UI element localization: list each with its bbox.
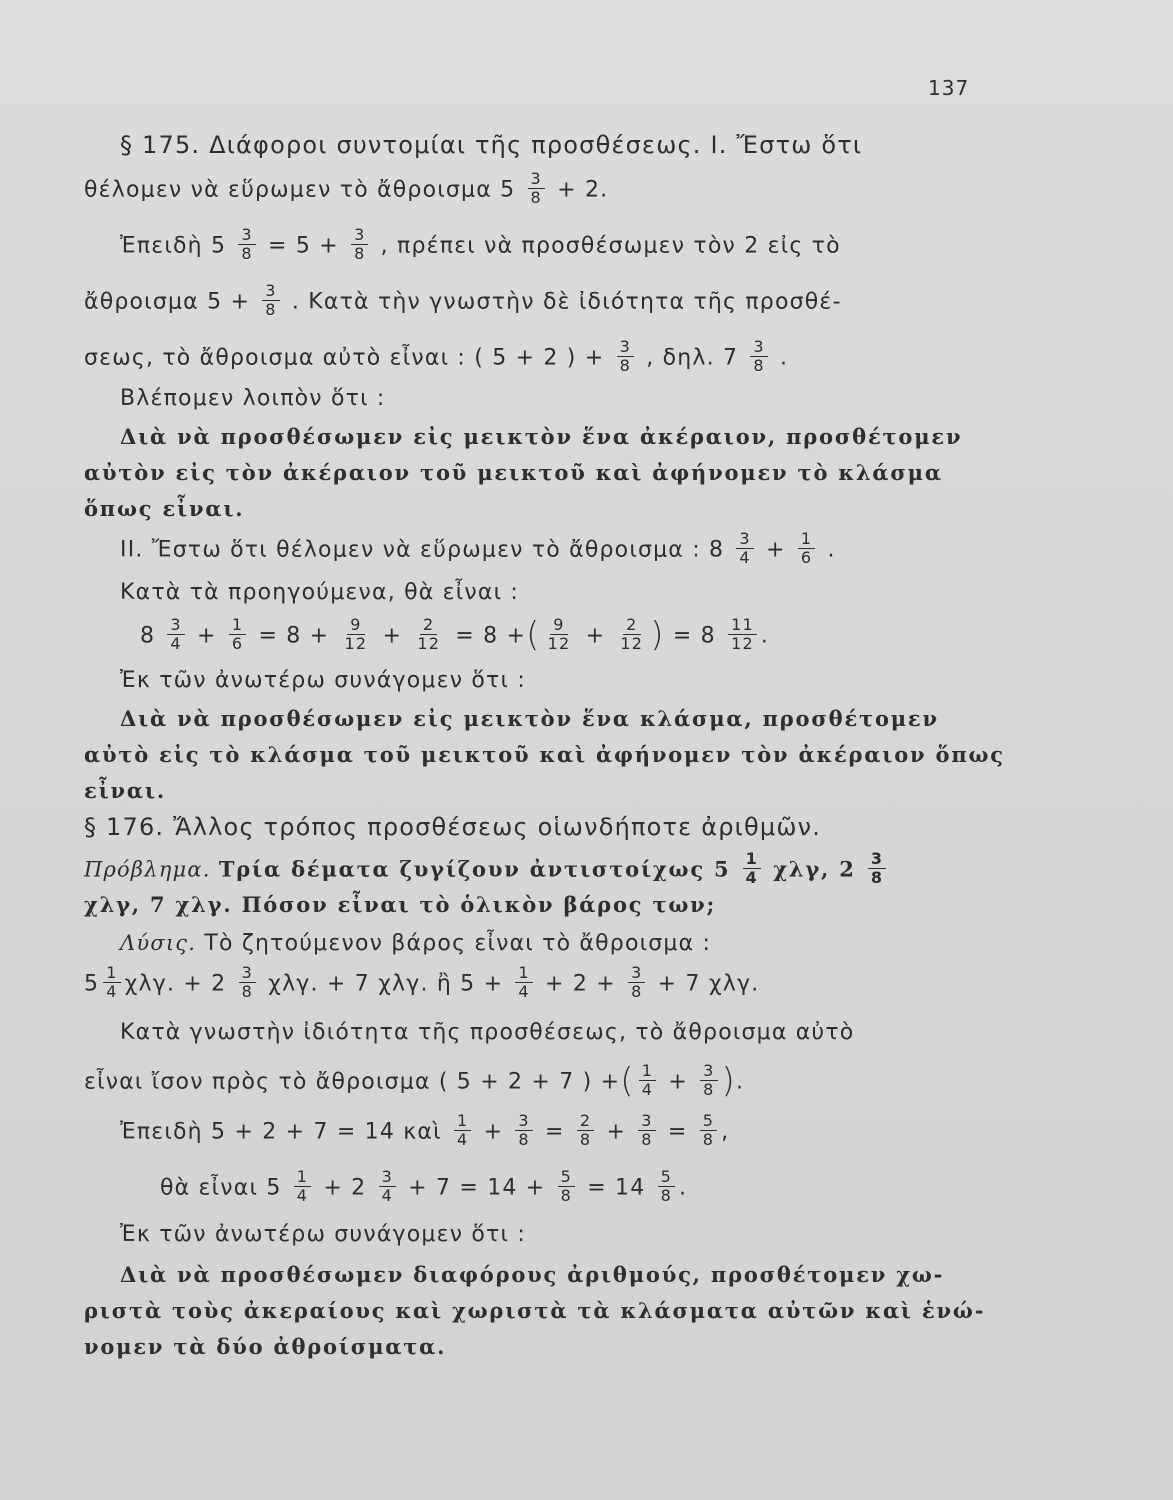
- text-run: +: [197, 623, 217, 649]
- text-run: = 8 +: [455, 623, 527, 649]
- paragraph-line: Ἐκ τῶν ἀνωτέρω συνάγομεν ὅτι :: [120, 1222, 526, 1247]
- numerator: 3: [262, 282, 279, 301]
- text-run: χλγ. + 7 χλγ. ἢ 5 +: [268, 971, 504, 997]
- fraction: [798, 530, 815, 567]
- text-run: .: [827, 537, 836, 563]
- denominator: 8: [241, 244, 253, 263]
- text-run: +: [483, 1119, 504, 1145]
- fraction: [379, 1168, 396, 1205]
- fraction: [167, 616, 184, 653]
- text-run: +: [766, 537, 786, 563]
- paragraph-line: [84, 1060, 745, 1101]
- numerator: 1: [743, 850, 761, 869]
- denominator: 4: [745, 868, 758, 887]
- fraction: [638, 1112, 655, 1149]
- fraction: [728, 616, 757, 653]
- numerator: 3: [515, 1112, 532, 1131]
- solution-line: [120, 928, 711, 959]
- text-run: Λύσις.: [120, 931, 197, 955]
- denominator: 8: [354, 244, 366, 263]
- denominator: 12: [547, 634, 571, 653]
- fraction: [577, 1112, 594, 1149]
- text-run: Ἐπειδὴ 5: [120, 233, 227, 259]
- text-run: (: [620, 1060, 635, 1101]
- rule-text: Διὰ νὰ προσθέσωμεν εἰς μεικτὸν ἕνα κλάσμα, προσθέτομεν: [120, 706, 939, 731]
- text-run: ): [721, 1060, 737, 1101]
- fraction: [700, 1112, 717, 1149]
- denominator: 12: [344, 634, 368, 653]
- denominator: 6: [231, 634, 244, 653]
- text-run: .: [736, 1069, 745, 1095]
- denominator: 8: [579, 1130, 592, 1149]
- text-run: .: [780, 345, 789, 371]
- numerator: 9: [347, 616, 364, 635]
- fraction: [351, 226, 368, 263]
- fraction: [239, 964, 256, 1001]
- numerator: 1: [294, 1168, 311, 1187]
- text-run: σεως, τὸ ἄθροισμα αὐτὸ εἶναι : ( 5 + 2 ) +: [84, 345, 605, 371]
- paragraph-line: Κατὰ γνωστὴν ἰδιότητα τῆς προσθέσεως, τὸ ἄθροισμα αὐτὸ: [120, 1020, 855, 1045]
- fraction: [515, 1112, 532, 1149]
- denominator: 12: [731, 634, 754, 653]
- equation-line: [140, 614, 770, 655]
- rule-text: νομεν τὰ δύο ἀθροίσματα.: [84, 1334, 447, 1359]
- numerator: 2: [623, 616, 640, 635]
- text-run: .: [679, 1175, 688, 1201]
- numerator: 9: [550, 616, 567, 635]
- text-run: + 2 +: [545, 971, 616, 997]
- numerator: 3: [239, 964, 256, 983]
- text-run: 8: [140, 623, 156, 649]
- denominator: 6: [800, 548, 813, 567]
- denominator: 8: [518, 1130, 530, 1149]
- fraction: [617, 338, 634, 375]
- fraction: [700, 1062, 717, 1099]
- numerator: 5: [700, 1112, 717, 1131]
- numerator: 3: [238, 226, 255, 245]
- section-176-heading: § 176. Ἄλλος τρόπος προσθέσεως οἱωνδήποτε ἀριθμῶν.: [84, 813, 822, 841]
- text-run: θέλομεν νὰ εὕρωμεν τὸ ἄθροισμα 5: [84, 177, 516, 203]
- text-run: ): [650, 614, 665, 655]
- fraction: [658, 1168, 675, 1205]
- text-run: +: [585, 623, 606, 649]
- text-run: Πρόβλημα.: [84, 857, 211, 882]
- rule-text: Διὰ νὰ προσθέσωμεν διαφόρους ἀριθμούς, προσθέτομεν χω-: [120, 1262, 945, 1287]
- numerator: 3: [868, 850, 886, 869]
- page-number: 137: [928, 76, 970, 100]
- numerator: 2: [420, 616, 437, 635]
- numerator: 3: [528, 170, 545, 189]
- fraction: [238, 226, 255, 263]
- fraction: [743, 850, 761, 887]
- denominator: 4: [296, 1186, 309, 1205]
- fraction: [545, 616, 574, 653]
- numerator: 1: [639, 1062, 656, 1081]
- fraction: [229, 616, 246, 653]
- text-run: + 2.: [557, 177, 609, 203]
- text-run: . Κατὰ τὴν γνωστὴν δὲ ἰδιότητα τῆς προσθέ-: [291, 289, 842, 315]
- text-run: χλγ. + 2: [124, 971, 227, 997]
- denominator: 8: [702, 1130, 715, 1149]
- numerator: 3: [700, 1062, 717, 1081]
- fraction: [628, 964, 645, 1001]
- text-run: = 5 +: [268, 233, 339, 259]
- problem-line: χλγ, 7 χλγ. Πόσον εἶναι τὸ ὁλικὸν βάρος των;: [84, 892, 717, 917]
- text-run: εἶναι ἴσον πρὸς τὸ ἄθροισμα ( 5 + 2 + 7 ) +: [84, 1069, 621, 1095]
- numerator: 3: [379, 1168, 396, 1187]
- rule-text: ὅπως εἶναι.: [84, 496, 245, 521]
- equation-line: [160, 1167, 688, 1207]
- fraction: [454, 1112, 471, 1149]
- rule-text: Διὰ νὰ προσθέσωμεν εἰς μεικτὸν ἕνα ἀκέραιον, προσθέτομεν: [120, 424, 963, 449]
- text-run: Ἐπειδὴ 5 + 2 + 7 = 14 καὶ: [120, 1119, 442, 1145]
- text-run: =: [545, 1119, 565, 1145]
- numerator: 1: [103, 964, 120, 983]
- fraction: [103, 964, 120, 1001]
- text-run: = 14: [587, 1175, 646, 1201]
- equation-line: [84, 963, 760, 1003]
- text-run: χλγ, 2: [773, 856, 856, 882]
- denominator: 4: [739, 548, 751, 567]
- text-run: +: [606, 1119, 627, 1145]
- fraction: [750, 338, 767, 375]
- numerator: 3: [750, 338, 767, 357]
- fraction: [868, 850, 886, 887]
- denominator: 4: [641, 1080, 654, 1099]
- denominator: 4: [170, 634, 182, 653]
- paragraph-line: Ἐκ τῶν ἀνωτέρω συνάγομεν ὅτι :: [120, 668, 526, 693]
- rule-text: αὐτὸ εἰς τὸ κλάσμα τοῦ μεικτοῦ καὶ ἀφήνομεν τὸν ἀκέραιον ὅπως: [84, 742, 1005, 767]
- fraction: [294, 1168, 311, 1205]
- text-run: , δηλ. 7: [646, 345, 739, 371]
- text-run: ,: [721, 1119, 730, 1145]
- paragraph-line: [120, 1111, 730, 1151]
- denominator: 8: [703, 1080, 715, 1099]
- text-run: Τὸ ζητούμενον βάρος εἶναι τὸ ἄθροισμα :: [204, 931, 712, 956]
- text-run: .: [760, 623, 770, 649]
- fraction: [558, 1168, 575, 1205]
- text-run: + 7 χλγ.: [657, 971, 760, 997]
- denominator: 8: [560, 1186, 573, 1205]
- numerator: 3: [167, 616, 184, 635]
- denominator: 12: [620, 634, 644, 653]
- text-run: + 7 = 14 +: [408, 1175, 546, 1201]
- text-run: ἄθροισμα 5 +: [84, 289, 251, 315]
- section-175-heading: § 175. Διάφοροι συντομίαι τῆς προσθέσεως. Ι. Ἔστω ὅτι: [120, 131, 863, 159]
- text-run: 5: [84, 971, 100, 997]
- fraction: [342, 616, 371, 653]
- rule-text: εἶναι.: [84, 778, 166, 803]
- numerator: 3: [638, 1112, 655, 1131]
- denominator: 4: [518, 982, 530, 1001]
- numerator: 3: [628, 964, 645, 983]
- denominator: 8: [241, 982, 253, 1001]
- denominator: 12: [417, 634, 441, 653]
- text-run: (: [526, 614, 541, 655]
- denominator: 8: [870, 868, 884, 887]
- fraction: [617, 616, 646, 653]
- denominator: 8: [631, 982, 643, 1001]
- fraction: [414, 616, 443, 653]
- fraction: [639, 1062, 656, 1099]
- paragraph-line: Κατὰ τὰ προηγούμενα, θὰ εἶναι :: [120, 580, 520, 605]
- paragraph-line: [120, 225, 841, 265]
- numerator: 11: [728, 616, 757, 635]
- text-run: =: [667, 1119, 688, 1145]
- numerator: 5: [558, 1168, 575, 1187]
- fraction: [262, 282, 279, 319]
- numerator: 1: [229, 616, 246, 635]
- text-run: Τρία δέματα ζυγίζουν ἀντιστοίχως 5: [218, 856, 731, 882]
- numerator: 1: [798, 530, 815, 549]
- rule-text: ριστὰ τοὺς ἀκεραίους καὶ χωριστὰ τὰ κλάσματα αὐτῶν καὶ ἑνώ-: [84, 1298, 986, 1323]
- numerator: 1: [454, 1112, 471, 1131]
- text-run: + 2: [323, 1175, 367, 1201]
- text-run: , πρέπει νὰ προσθέσωμεν τὸν 2 εἰς τὸ: [380, 233, 841, 259]
- paragraph-line: [84, 281, 842, 321]
- numerator: 5: [658, 1168, 675, 1187]
- paragraph-line: [84, 169, 609, 209]
- text-run: θὰ εἶναι 5: [160, 1175, 282, 1201]
- numerator: 3: [351, 226, 368, 245]
- denominator: 4: [456, 1130, 469, 1149]
- paragraph-line: Βλέπομεν λοιπὸν ὅτι :: [120, 386, 386, 411]
- paragraph-line: [120, 529, 836, 569]
- paragraph-line: [84, 337, 789, 377]
- fraction: [515, 964, 532, 1001]
- rule-text: αὐτὸν εἰς τὸν ἀκέραιον τοῦ μεικτοῦ καὶ ἀφήνομεν τὸ κλάσμα: [84, 460, 943, 485]
- denominator: 8: [619, 356, 632, 375]
- text-run: = 8 +: [258, 623, 330, 649]
- text-run: +: [382, 623, 403, 649]
- denominator: 4: [106, 982, 118, 1001]
- denominator: 8: [641, 1130, 653, 1149]
- numerator: 2: [577, 1112, 594, 1131]
- text-run: ΙΙ. Ἔστω ὅτι θέλομεν νὰ εὕρωμεν τὸ ἄθροισμα : 8: [120, 537, 725, 563]
- numerator: 3: [617, 338, 634, 357]
- fraction: [736, 530, 753, 567]
- numerator: 3: [736, 530, 753, 549]
- denominator: 4: [381, 1186, 393, 1205]
- denominator: 8: [265, 300, 277, 319]
- denominator: 8: [753, 356, 765, 375]
- numerator: 1: [515, 964, 532, 983]
- fraction: [528, 170, 545, 207]
- problem-line: [84, 849, 890, 889]
- text-run: +: [668, 1069, 688, 1095]
- denominator: 8: [660, 1186, 673, 1205]
- text-run: = 8: [672, 623, 716, 649]
- denominator: 8: [530, 188, 542, 207]
